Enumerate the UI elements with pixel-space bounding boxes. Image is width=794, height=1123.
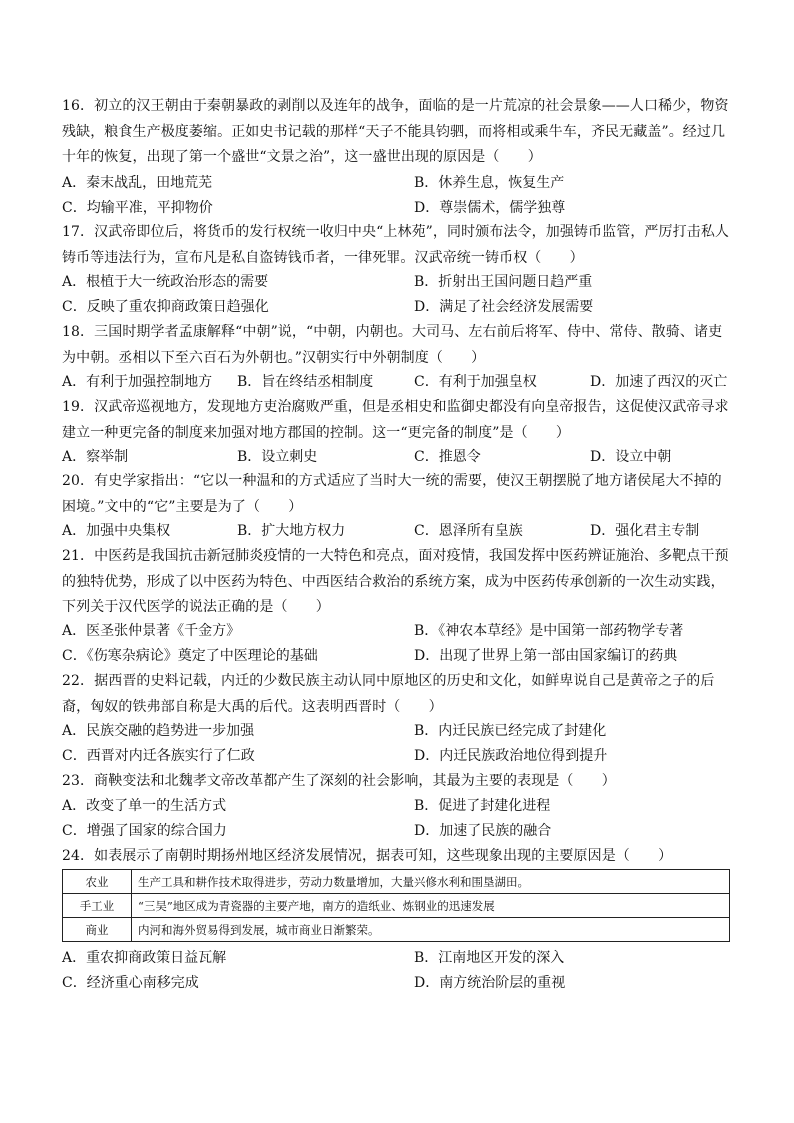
question-21-options-row1 xyxy=(62,619,742,644)
question-23-option-d[interactable]: D．加速了民族的融合 xyxy=(414,823,552,839)
table-cell-desc: “三吴”地区成为青瓷器的主要产地，南方的造纸业、炼钢业的迅速发展 xyxy=(132,894,730,918)
question-20-option-a[interactable]: A．加强中央集权 xyxy=(62,523,171,539)
question-19-option-a[interactable]: A．察举制 xyxy=(62,449,129,465)
question-20-option-d[interactable]: D．强化君主专制 xyxy=(590,523,700,539)
question-17-option-b[interactable]: B．折射出王国问题日趋严重 xyxy=(414,274,593,290)
table-cell-desc: 生产工具和耕作技术取得进步，劳动力数量增加，大量兴修水利和围垦湖田。 xyxy=(132,870,730,894)
question-18-option-a[interactable]: A．有利于加强控制地方 xyxy=(62,374,213,390)
question-19-option-b[interactable]: B．设立刺史 xyxy=(237,449,318,465)
question-24-option-a[interactable]: A．重农抑商政策日益瓦解 xyxy=(62,950,227,966)
question-21-stem: 21．中医药是我国抗击新冠肺炎疫情的一大特色和亮点，面对疫情，我国发挥中医药辨证施治、多靶点干预的独特优势，形成了以中医药为特色、中西医结合救治的系统方案，成为中医药传承创新的一次生动实践，下列关于汉代医学的说法正确的是（ ） xyxy=(62,548,729,615)
question-22-option-c[interactable]: C．西晋对内迁各族实行了仁政 xyxy=(62,748,255,764)
question-16-options-row1 xyxy=(62,171,742,196)
table-cell-sector: 商业 xyxy=(63,918,132,942)
question-17-option-d[interactable]: D．满足了社会经济发展需要 xyxy=(414,299,594,315)
question-18-option-d[interactable]: D．加速了西汉的灭亡 xyxy=(590,374,728,390)
question-19-option-d[interactable]: D．设立中朝 xyxy=(590,449,672,465)
question-17-option-a[interactable]: A．根植于大一统政治形态的需要 xyxy=(62,274,269,290)
question-19-option-c[interactable]: C．推恩令 xyxy=(414,449,481,465)
question-21-options-row2 xyxy=(62,644,742,669)
table-row xyxy=(63,870,730,894)
question-23-stem: 23．商鞅变法和北魏孝文帝改革都产生了深刻的社会影响，其最为主要的表现是（ ） xyxy=(62,773,616,789)
question-20-options xyxy=(62,519,742,544)
question-22-option-d[interactable]: D．内迁民族政治地位得到提升 xyxy=(414,748,608,764)
question-24-options-row1 xyxy=(62,946,742,971)
question-24-option-b[interactable]: B．江南地区开发的深入 xyxy=(414,950,565,966)
question-16-stem: 16．初立的汉王朝由于秦朝暴政的剥削以及连年的战争，面临的是一片荒凉的社会景象——人口稀少，物资残缺，粮食生产极度萎缩。正如史书记载的那样“天子不能具钧驷，而将相或乘牛车，齐民无藏盖”。经过几十年的恢复，出现了第一个盛世“文景之治”，这一盛世出现的原因是（ ） xyxy=(62,98,729,165)
question-22-stem: 22．据西晋的史料记载，内迁的少数民族主动认同中原地区的历史和文化，如鲜卑说自己是黄帝之子的后裔，匈奴的铁弗部自称是大禹的后代。这表明西晋时（ ） xyxy=(62,673,715,715)
question-20-stem: 20．有史学家指出：“它以一种温和的方式适应了当时大一统的需要，使汉王朝摆脱了地方诸侯尾大不掉的困境。”文中的“它”主要是为了（ ） xyxy=(62,473,722,515)
table-cell-sector: 农业 xyxy=(63,870,132,894)
question-18-stem: 18．三国时期学者孟康解释“中朝”说，“中朝，内朝也。大司马、左右前后将军、侍中、常侍、散骑、诸吏为中朝。丞相以下至六百石为外朝也。”汉朝实行中外朝制度（ ） xyxy=(62,324,723,366)
question-16-option-b[interactable]: B．休养生息，恢复生产 xyxy=(414,175,565,191)
question-21-option-d[interactable]: D．出现了世界上第一部由国家编订的药典 xyxy=(414,648,678,664)
table-row xyxy=(63,918,730,942)
question-23-options-row1 xyxy=(62,794,742,819)
question-23-options-row2 xyxy=(62,819,742,844)
question-24-option-d[interactable]: D．南方统治阶层的重视 xyxy=(414,975,566,991)
question-22-options-row1 xyxy=(62,719,742,744)
question-23-option-a[interactable]: A．改变了单一的生活方式 xyxy=(62,798,227,814)
question-16-options-row2 xyxy=(62,196,742,221)
table-cell-sector: 手工业 xyxy=(63,894,132,918)
question-17-options-row2 xyxy=(62,295,742,320)
question-17-stem: 17．汉武帝即位后，将货币的发行权统一收归中央“上林苑”，同时颁布法令，加强铸币监管，严厉打击私人铸币等违法行为，宣布凡是私自盗铸钱币者，一律死罪。汉武帝统一铸币权（ ） xyxy=(62,224,730,266)
question-16-option-d[interactable]: D．尊崇儒术，儒学独尊 xyxy=(414,200,566,216)
question-18-option-b[interactable]: B．旨在终结丞相制度 xyxy=(237,374,374,390)
question-18-options xyxy=(62,370,742,395)
table-row xyxy=(63,894,730,918)
question-16-option-a[interactable]: A．秦末战乱，田地荒芜 xyxy=(62,175,213,191)
question-23-option-c[interactable]: C．增强了国家的综合国力 xyxy=(62,823,227,839)
question-24-option-c[interactable]: C．经济重心南移完成 xyxy=(62,975,199,991)
question-21-option-b[interactable]: B．《神农本草经》是中国第一部药物学专著 xyxy=(414,623,684,639)
question-22-option-b[interactable]: B．内迁民族已经完成了封建化 xyxy=(414,723,607,739)
question-22-options-row2 xyxy=(62,744,742,769)
question-18-option-c[interactable]: C．有利于加强皇权 xyxy=(414,374,537,390)
question-20-option-b[interactable]: B．扩大地方权力 xyxy=(237,523,346,539)
question-23-option-b[interactable]: B．促进了封建化进程 xyxy=(414,798,551,814)
question-19-options xyxy=(62,445,742,470)
question-21-option-c[interactable]: C．《伤寒杂病论》奠定了中医理论的基础 xyxy=(62,648,318,664)
question-17-options-row1 xyxy=(62,270,742,295)
question-17-option-c[interactable]: C．反映了重农抑商政策日趋强化 xyxy=(62,299,269,315)
question-19-stem: 19．汉武帝巡视地方，发现地方吏治腐败严重，但是丞相史和监御史都没有向皇帝报告，这促使汉武帝寻求建立一种更完备的制度来加强对地方郡国的控制。这一“更完备的制度”是（ ） xyxy=(62,399,729,441)
question-16-option-c[interactable]: C．均输平准，平抑物价 xyxy=(62,200,213,216)
table-cell-desc: 内河和海外贸易得到发展，城市商业日渐繁荣。 xyxy=(132,918,730,942)
question-21-option-a[interactable]: A．医圣张仲景著《千金方》 xyxy=(62,623,241,639)
question-24-options-row2 xyxy=(62,971,742,996)
question-20-option-c[interactable]: C．恩泽所有皇族 xyxy=(414,523,523,539)
question-22-option-a[interactable]: A．民族交融的趋势进一步加强 xyxy=(62,723,255,739)
question-24-stem: 24．如表展示了南朝时期扬州地区经济发展情况，据表可知，这些现象出现的主要原因是（ ） xyxy=(62,848,673,864)
economy-table xyxy=(62,869,730,942)
